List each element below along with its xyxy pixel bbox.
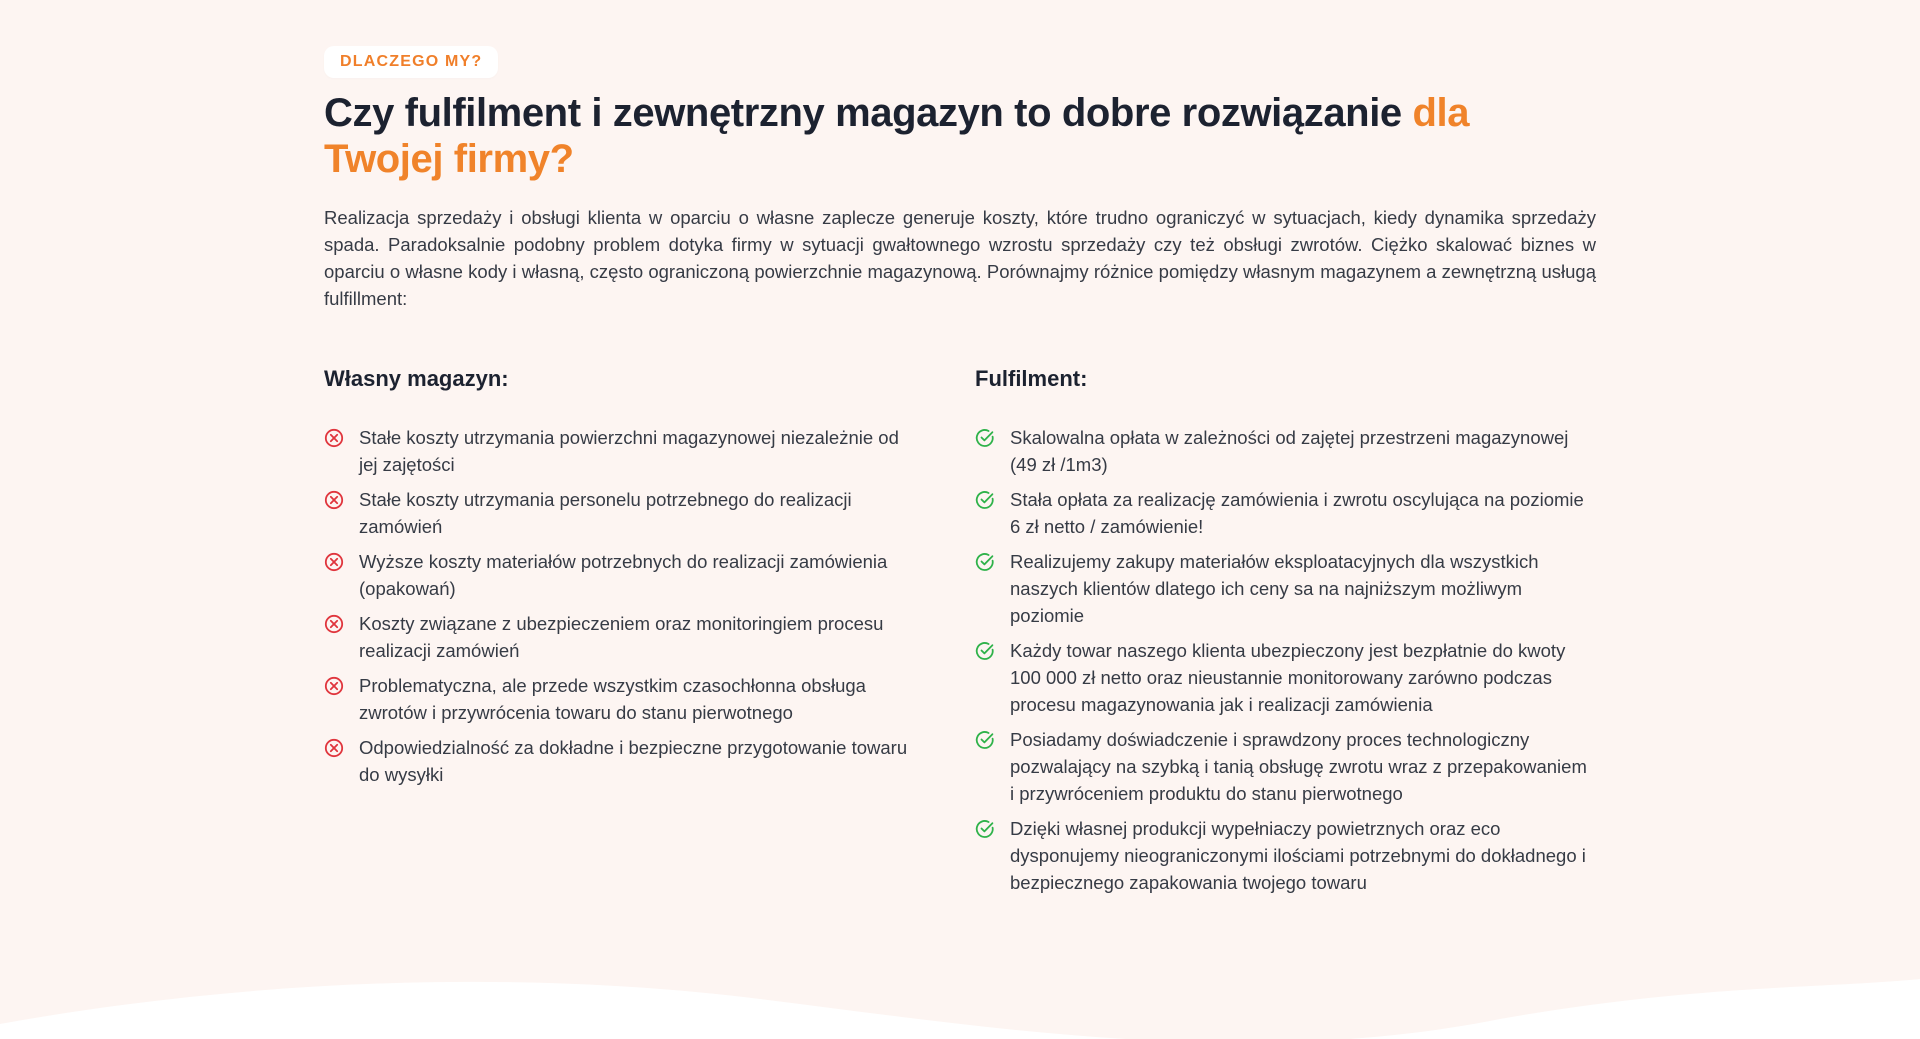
- list-item: [975, 486, 1596, 540]
- own-warehouse-title: Własny magazyn:: [324, 366, 509, 391]
- list-item: [324, 486, 914, 540]
- list-item: [324, 610, 914, 664]
- list-item-text: Dzięki własnej produkcji wypełniaczy powietrznych oraz eco dysponujemy nieograniczonymi ilościami potrzebnymi do dokładnego i bezpiecznego zapakowania twojego towaru: [1010, 818, 1586, 893]
- section-eyebrow-badge: DLACZEGO MY?: [324, 46, 498, 78]
- x-circle-icon: [324, 738, 344, 758]
- x-circle-icon: [324, 490, 344, 510]
- check-circle-icon: [975, 641, 995, 661]
- list-item-text: Każdy towar naszego klienta ubezpieczony jest bezpłatnie do kwoty 100 000 zł netto oraz nieustannie monitorowany zarówno podczas procesu magazynowania jak i realizacji zamówienia: [1010, 640, 1566, 715]
- list-item-text: Koszty związane z ubezpieczeniem oraz monitoringiem procesu realizacji zamówień: [359, 613, 884, 661]
- list-item: [324, 672, 914, 726]
- x-circle-icon: [324, 552, 344, 572]
- why-us-section: [324, 46, 1596, 904]
- section-intro-paragraph: Realizacja sprzedaży i obsługi klienta w oparciu o własne zaplecze generuje koszty, które trudno ograniczyć w sytuacjach, kiedy dynamika sprzedaży spada. Paradoksalnie podobny problem dotyka firmy w sytuacji gwałtownego wzrostu sprzedaży czy też obsługi zwrotów. Ciężko skalować biznes w oparciu o własne kody i własną, często ograniczoną powierzchnie magazynową. Porównajmy różnice pomiędzy własnym magazynem a zewnętrzną usługą fulfillment:: [324, 207, 1596, 309]
- fulfilment-list: [975, 424, 1596, 896]
- x-circle-icon: [324, 614, 344, 634]
- bottom-wave-decoration: [0, 919, 1920, 1039]
- list-item-text: Stała opłata za realizację zamówienia i zwrotu oscylująca na poziomie 6 zł netto / zamówienie!: [1010, 489, 1584, 537]
- list-item-text: Wyższe koszty materiałów potrzebnych do realizacji zamówienia (opakowań): [359, 551, 888, 599]
- list-item: [975, 424, 1596, 478]
- list-item: [975, 815, 1596, 896]
- own-warehouse-column: [324, 366, 914, 904]
- section-title-main: Czy fulfilment i zewnętrzny magazyn to dobre rozwiązanie: [324, 91, 1413, 135]
- list-item: [975, 726, 1596, 807]
- list-item-text: Stałe koszty utrzymania powierzchni magazynowej niezależnie od jej zajętości: [359, 427, 899, 475]
- own-warehouse-list: [324, 424, 914, 788]
- fulfilment-title: Fulfilment:: [975, 366, 1088, 391]
- x-circle-icon: [324, 676, 344, 696]
- fulfilment-column: [975, 366, 1596, 904]
- check-circle-icon: [975, 552, 995, 572]
- list-item: [975, 548, 1596, 629]
- list-item-text: Odpowiedzialność za dokładne i bezpieczne przygotowanie towaru do wysyłki: [359, 737, 908, 785]
- x-circle-icon: [324, 428, 344, 448]
- list-item: [324, 734, 914, 788]
- check-circle-icon: [975, 490, 995, 510]
- list-item-text: Realizujemy zakupy materiałów eksploatacyjnych dla wszystkich naszych klientów dlatego ich ceny sa na najniższym możliwym poziomie: [1010, 551, 1539, 626]
- list-item-text: Posiadamy doświadczenie i sprawdzony proces technologiczny pozwalający na szybką i tanią obsługę zwrotu wraz z przepakowaniem i przywróceniem produktu do stanu pierwotnego: [1010, 729, 1587, 804]
- list-item: [324, 548, 914, 602]
- section-title-accent: dla Twojej firmy?: [324, 91, 1470, 181]
- check-circle-icon: [975, 428, 995, 448]
- list-item-text: Problematyczna, ale przede wszystkim czasochłonna obsługa zwrotów i przywrócenia towaru do stanu pierwotnego: [359, 675, 866, 723]
- list-item: [975, 637, 1596, 718]
- list-item: [324, 424, 914, 478]
- comparison-columns: [324, 366, 1596, 904]
- check-circle-icon: [975, 819, 995, 839]
- list-item-text: Skalowalna opłata w zależności od zajętej przestrzeni magazynowej (49 zł /1m3): [1010, 427, 1569, 475]
- list-item-text: Stałe koszty utrzymania personelu potrzebnego do realizacji zamówień: [359, 489, 852, 537]
- check-circle-icon: [975, 730, 995, 750]
- section-title: [324, 90, 1596, 182]
